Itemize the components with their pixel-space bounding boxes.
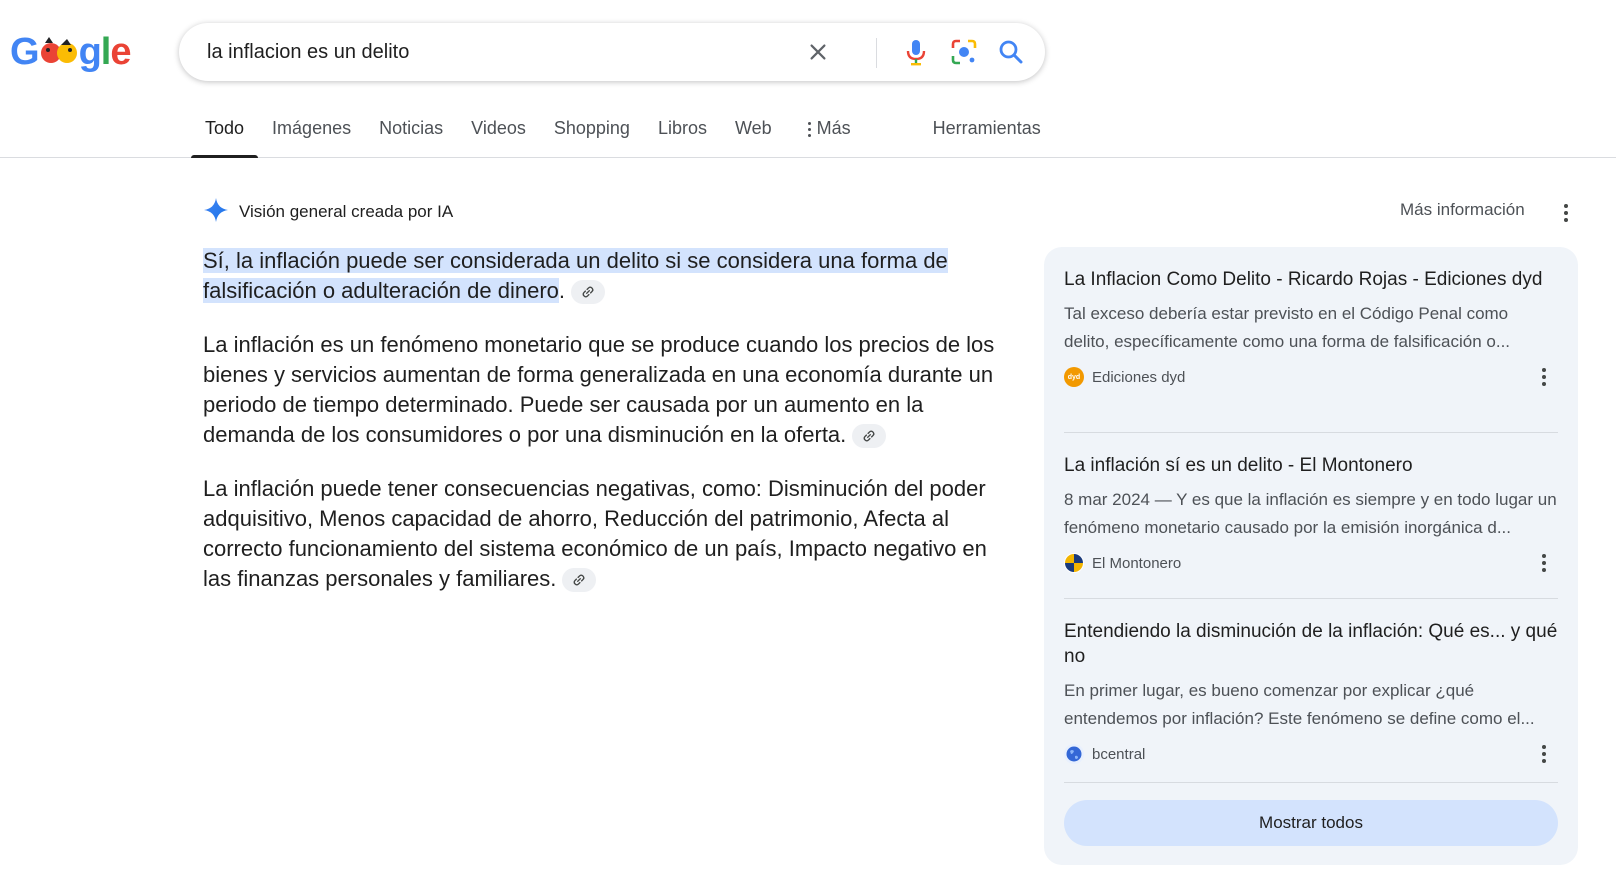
source-site bbox=[1064, 550, 1558, 576]
link-icon[interactable] bbox=[852, 424, 886, 448]
source-snippet: Tal exceso debería estar previsto en el Código Penal como delito, específicamente como una forma de falsificación o... bbox=[1064, 304, 1511, 351]
ediciones-dyd-favicon-icon: dyd bbox=[1064, 367, 1084, 387]
ai-overview-title: Visión general creada por IA bbox=[239, 202, 454, 221]
more-options-icon[interactable] bbox=[1554, 201, 1578, 225]
search-tabs bbox=[191, 112, 1055, 158]
tab-web[interactable]: Web bbox=[734, 118, 772, 138]
source-card[interactable] bbox=[1064, 267, 1558, 433]
source-title[interactable]: La Inflacion Como Delito - Ricardo Rojas - Ediciones dyd bbox=[1064, 269, 1543, 290]
source-card[interactable] bbox=[1064, 619, 1558, 783]
ai-overview-body bbox=[203, 246, 1003, 618]
source-site-name: Ediciones dyd bbox=[1092, 368, 1186, 386]
tab-videos[interactable]: Videos bbox=[471, 118, 526, 138]
ai-highlight-end: . bbox=[558, 278, 566, 303]
link-icon[interactable] bbox=[571, 280, 605, 304]
logo-letter-g: G bbox=[10, 30, 39, 73]
show-all-button[interactable]: Mostrar todos bbox=[1064, 800, 1558, 846]
tab-mas-label: Más bbox=[816, 118, 851, 138]
source-options-icon[interactable] bbox=[1532, 365, 1556, 389]
logo-letter-l: l bbox=[100, 30, 111, 73]
sparkle-icon bbox=[203, 197, 229, 228]
header bbox=[0, 0, 1616, 158]
tab-herramientas[interactable]: Herramientas bbox=[932, 118, 1041, 138]
source-title[interactable]: Entendiendo la disminución de la inflación: Qué es... y qué no bbox=[1064, 621, 1558, 667]
more-vert-icon bbox=[808, 122, 811, 137]
logo-letter-g2: g bbox=[78, 30, 101, 73]
source-options-icon[interactable] bbox=[1532, 742, 1556, 766]
source-snippet: En primer lugar, es bueno comenzar por explicar ¿qué entendemos por inflación? Este fenómeno se define como el... bbox=[1064, 681, 1535, 728]
tab-mas[interactable] bbox=[794, 112, 865, 158]
source-site-name: bcentral bbox=[1092, 745, 1146, 763]
logo-letter-e: e bbox=[110, 30, 131, 73]
tab-imagenes[interactable]: Imágenes bbox=[272, 118, 352, 138]
ai-paragraph-3 bbox=[203, 474, 1003, 594]
globe-favicon-icon bbox=[1064, 744, 1084, 764]
source-site bbox=[1064, 741, 1558, 767]
ai-paragraph-3-text: La inflación puede tener consecuencias negativas, como: Disminución del poder adquisitivo, Menos capacidad de ahorro, Reducción del patrimonio, Afecta al correcto funcionamiento del sistema económico de un país, Impacto negativo en las finanzas personales y familiares. bbox=[203, 476, 987, 591]
google-lens-icon[interactable] bbox=[949, 37, 979, 67]
el-montonero-favicon-icon bbox=[1064, 553, 1084, 573]
ai-answer-paragraph bbox=[203, 246, 1003, 306]
source-card[interactable] bbox=[1064, 453, 1558, 599]
source-site bbox=[1064, 364, 1558, 390]
tab-noticias[interactable]: Noticias bbox=[379, 118, 444, 138]
source-snippet: 8 mar 2024 — Y es que la inflación es siempre y en todo lugar un fenómeno monetario causado por la emisión inorgánica d... bbox=[1064, 490, 1557, 537]
ai-paragraph-2 bbox=[203, 330, 1003, 450]
source-title[interactable]: La inflación sí es un delito - El Montonero bbox=[1064, 455, 1413, 476]
microphone-icon[interactable] bbox=[901, 37, 931, 67]
clear-icon[interactable] bbox=[803, 37, 833, 67]
more-info-link[interactable]: Más información bbox=[1400, 200, 1525, 219]
ai-highlight-text: Sí, la inflación puede ser considerada un delito si se considera una forma de falsificación o adulteración de dinero bbox=[203, 248, 948, 303]
google-logo[interactable] bbox=[10, 30, 130, 74]
tab-libros[interactable]: Libros bbox=[657, 118, 707, 138]
source-options-icon[interactable] bbox=[1532, 551, 1556, 575]
ai-overview-header bbox=[203, 196, 453, 228]
ai-paragraph-2-text: La inflación es un fenómeno monetario que se produce cuando los precios de los bienes y servicios aumentan de forma generalizada en una economía durante un periodo de tiempo determinado. Puede ser causada por un aumento en la demanda de los consumidores o por una disminución en la oferta. bbox=[203, 332, 995, 447]
doodle-icon bbox=[37, 35, 81, 69]
source-site-name: El Montonero bbox=[1092, 554, 1182, 572]
link-icon[interactable] bbox=[562, 568, 596, 592]
search-divider bbox=[876, 38, 877, 68]
search-input[interactable] bbox=[205, 23, 785, 81]
search-box bbox=[179, 23, 1045, 81]
tab-todo[interactable]: Todo bbox=[191, 112, 258, 158]
sources-panel bbox=[1044, 247, 1578, 865]
tab-shopping[interactable]: Shopping bbox=[553, 118, 630, 138]
search-icon[interactable] bbox=[996, 37, 1026, 67]
